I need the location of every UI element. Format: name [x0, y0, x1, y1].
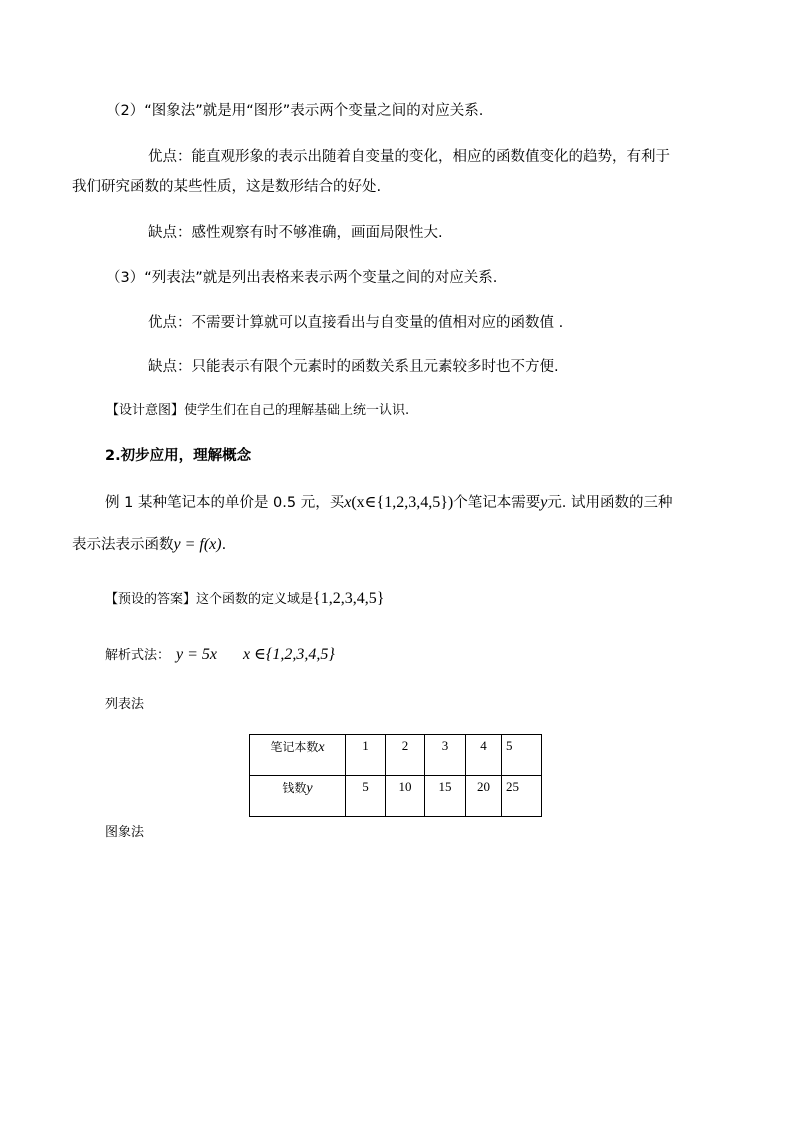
table-method-label: 列表法: [105, 697, 145, 712]
example1-set-expr: (x∈{1,2,3,4,5}): [351, 494, 454, 511]
example1-func-expr: y = f(x): [173, 536, 222, 553]
table-header-y-label: 钱数: [282, 781, 307, 795]
table-row-y: [250, 776, 542, 817]
table-cell: [466, 776, 502, 817]
table-header-x-label: 笔记本数: [270, 740, 319, 754]
table-header-x: [250, 735, 346, 776]
example1-suffix: 元. 试用函数的三种: [547, 495, 673, 511]
design-intent: 【设计意图】使学生们在自己的理解基础上统一认识.: [106, 403, 410, 418]
table-cell-x-3: 3: [441, 738, 449, 753]
example1-line2-suffix: .: [221, 537, 227, 553]
table-cell: [386, 776, 425, 817]
table-cell-x-1: 1: [362, 738, 369, 753]
method3-cons: 缺点：只能表示有限个元素时的函数关系且元素较多时也不方便.: [148, 359, 559, 375]
table-cell: [346, 776, 386, 817]
table-header-x-var: x: [318, 740, 325, 755]
table-cell-y-4: 20: [477, 779, 490, 794]
section-heading: 2.初步应用，理解概念: [105, 448, 252, 464]
answer-domain: {1,2,3,4,5}: [313, 590, 385, 607]
table-cell: [502, 735, 542, 776]
method2-pros-line2: 我们研究函数的某些性质，这是数形结合的好处.: [72, 179, 382, 195]
example1-middle: 个笔记本需要: [453, 495, 541, 511]
table-header-y-var: y: [306, 781, 313, 796]
table-cell-y-5: 25: [506, 779, 519, 794]
table-row-x: [250, 735, 542, 776]
analytic-formula: y = 5x: [176, 646, 218, 663]
analytic-line: [105, 645, 335, 666]
example1-line2-prefix: 表示法表示函数: [72, 537, 174, 553]
table-cell: [466, 735, 502, 776]
example1-var-x: x: [344, 494, 352, 511]
example1-line1: [105, 493, 673, 513]
method3-pros: 优点：不需要计算就可以直接看出与自变量的值相对应的函数值 .: [148, 315, 564, 331]
table-cell: [425, 735, 466, 776]
table-cell: [386, 735, 425, 776]
value-table: [249, 734, 542, 817]
table-cell-y-3: 15: [438, 779, 452, 794]
method2-cons: 缺点：感性观察有时不够准确，画面局限性大.: [148, 225, 443, 241]
analytic-label: 解析式法：: [105, 648, 171, 663]
example1-var-y: y: [540, 494, 548, 511]
answer-label: 【预设的答案】这个函数的定义域是: [105, 592, 314, 607]
table-cell-x-2: 2: [401, 738, 409, 753]
graph-method-label: 图象法: [105, 825, 145, 840]
table-cell-x-4: 4: [480, 738, 487, 753]
answer-line: [105, 589, 384, 610]
table-cell-x-5: 5: [506, 738, 513, 753]
table-cell: [502, 776, 542, 817]
example1-line2: [72, 535, 226, 555]
table-cell: [346, 735, 386, 776]
method3-title: （3）“列表法”就是列出表格来表示两个变量之间的对应关系.: [106, 270, 498, 286]
analytic-domain: x ∈{1,2,3,4,5}: [243, 646, 335, 663]
method2-pros-line1: 优点：能直观形象的表示出随着自变量的变化，相应的函数值变化的趋势，有利于: [148, 149, 670, 165]
table-header-y: [250, 776, 346, 817]
example1-prefix: 例 1 某种笔记本的单价是 0.5 元，买: [105, 495, 345, 511]
table-cell-y-1: 5: [362, 779, 369, 794]
table-cell: [425, 776, 466, 817]
method2-title: （2）“图象法”就是用“图形”表示两个变量之间的对应关系.: [106, 103, 484, 119]
table-cell-y-2: 10: [398, 779, 412, 794]
